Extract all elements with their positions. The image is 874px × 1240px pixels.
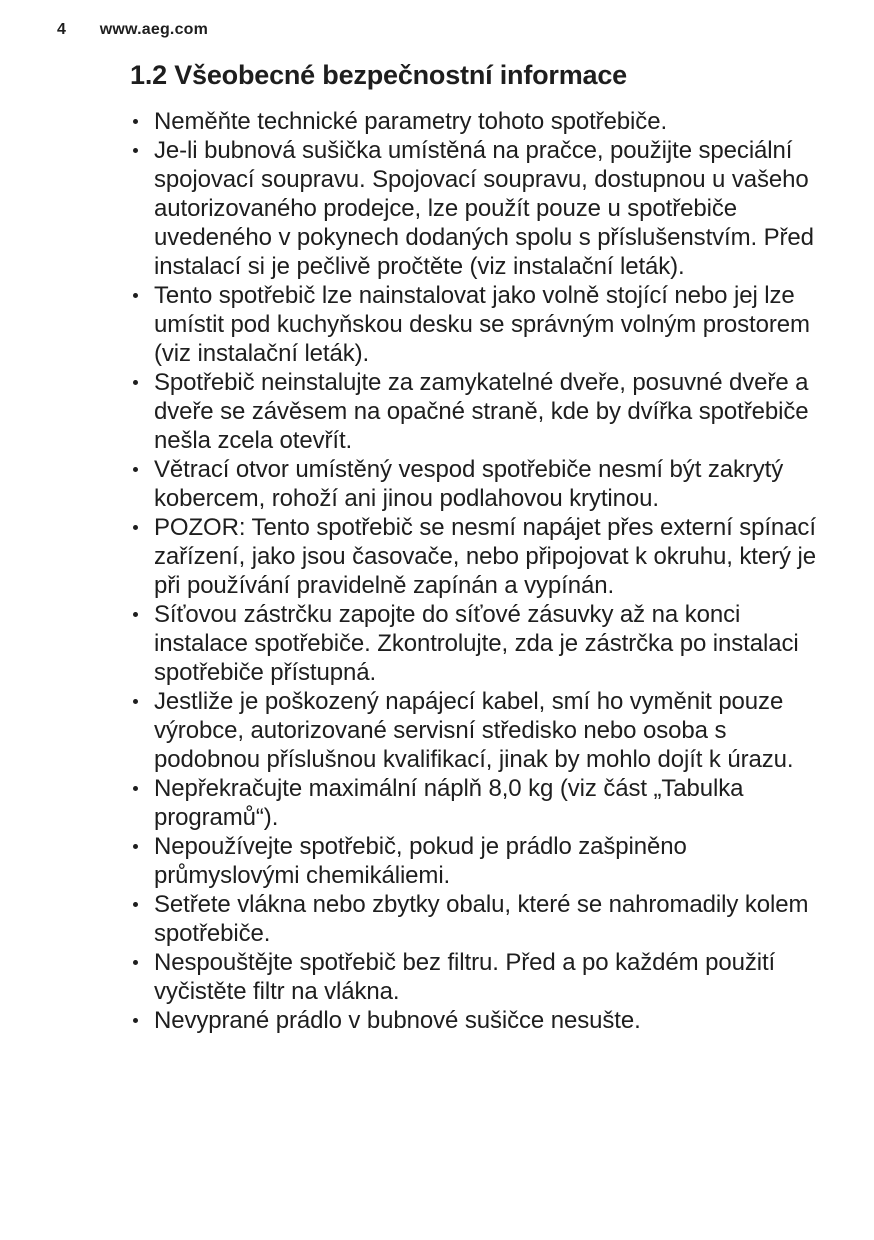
list-item-text: POZOR: Tento spotřebič se nesmí napájet přes externí spínací zařízení, jako jsou časovače, nebo připojovat k okruhu, který je při používání pravidelně zapínán a vypínán. — [154, 514, 816, 599]
list-item-text: Setřete vlákna nebo zbytky obalu, které se nahromadily kolem spotřebiče. — [154, 891, 809, 947]
list-item-text: Nepoužívejte spotřebič, pokud je prádlo zašpiněno průmyslovými chemikáliemi. — [154, 833, 687, 889]
list-item-text: Nevyprané prádlo v bubnové sušičce nesušte. — [154, 1007, 641, 1034]
list-item-text: Nepřekračujte maximální náplň 8,0 kg (viz část „Tabulka programů“). — [154, 775, 744, 831]
list-item — [130, 948, 816, 1006]
page-number: 4 — [57, 21, 67, 38]
bullet-icon — [133, 844, 138, 849]
website-url: www.aeg.com — [99, 21, 209, 38]
list-item-text: Spotřebič neinstalujte za zamykatelné dveře, posuvné dveře a dveře se závěsem na opačné straně, kde by dvířka spotřebiče nešla zcela otevřít. — [154, 369, 809, 454]
list-item — [130, 890, 816, 948]
list-item — [130, 687, 816, 774]
bullet-icon — [133, 148, 138, 153]
page-header — [57, 21, 208, 39]
bullet-icon — [133, 119, 138, 124]
bullet-icon — [133, 525, 138, 530]
bullet-icon — [133, 612, 138, 617]
section-title: 1.2 Všeobecné bezpečnostní informace — [130, 60, 627, 90]
list-item — [130, 107, 816, 136]
list-item — [130, 368, 816, 455]
list-item — [130, 455, 816, 513]
bullet-icon — [133, 699, 138, 704]
bullet-icon — [133, 467, 138, 472]
list-item — [130, 513, 816, 600]
list-item-text: Je-li bubnová sušička umístěná na pračce, použijte speciální spojovací soupravu. Spojovací soupravu, dostupnou u vašeho autorizovaného prodejce, lze použít pouze u spotřebiče uvedeného v pokynech dodaných spolu s příslušenstvím. Před instalací si je pečlivě pročtěte (viz instalační leták). — [154, 137, 814, 280]
list-item — [130, 600, 816, 687]
bullet-icon — [133, 960, 138, 965]
list-item — [130, 1006, 816, 1035]
list-item — [130, 832, 816, 890]
list-item — [130, 136, 816, 281]
list-item-text: Neměňte technické parametry tohoto spotřebiče. — [154, 108, 668, 135]
bullet-icon — [133, 902, 138, 907]
list-item-text: Jestliže je poškozený napájecí kabel, smí ho vyměnit pouze výrobce, autorizované servisní středisko nebo osoba s podobnou příslušnou kvalifikací, jinak by mohlo dojít k úrazu. — [154, 688, 794, 773]
list-item — [130, 774, 816, 832]
list-item-text: Tento spotřebič lze nainstalovat jako volně stojící nebo jej lze umístit pod kuchyňskou desku se správným volným prostorem (viz instalační leták). — [154, 282, 810, 367]
bullet-icon — [133, 1018, 138, 1023]
list-item-text: Větrací otvor umístěný vespod spotřebiče nesmí být zakrytý kobercem, rohoží ani jinou podlahovou krytinou. — [154, 456, 784, 512]
content-area — [130, 59, 816, 1035]
safety-list — [130, 107, 816, 1035]
bullet-icon — [133, 786, 138, 791]
list-item-text: Nespouštějte spotřebič bez filtru. Před a po každém použití vyčistěte filtr na vlákna. — [154, 949, 776, 1005]
bullet-icon — [133, 293, 138, 298]
list-item — [130, 281, 816, 368]
bullet-icon — [133, 380, 138, 385]
list-item-text: Síťovou zástrčku zapojte do síťové zásuvky až na konci instalace spotřebiče. Zkontrolujte, zda je zástrčka po instalaci spotřebiče přístupná. — [154, 601, 799, 686]
